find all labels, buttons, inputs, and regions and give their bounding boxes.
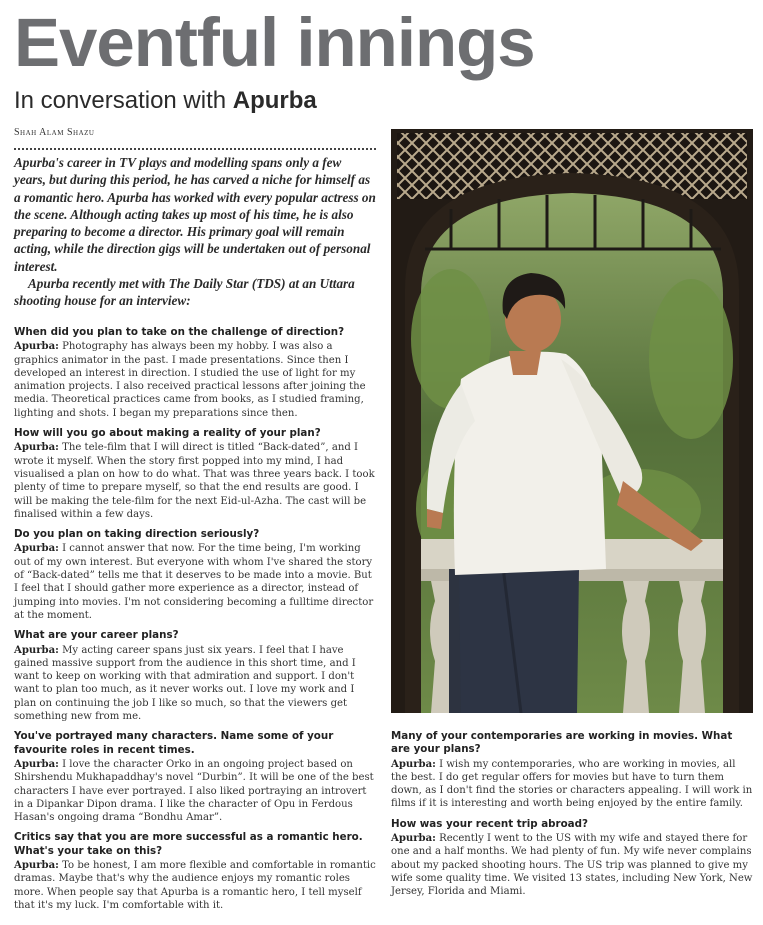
speaker-label: Apurba: xyxy=(14,859,59,871)
answer-text: My acting career spans just six years. I feel that I have gained massive support from the audience in this short time, and I want to keep on working with that admiration and support. I don't want to plan too much, as it never works out. I love my work and I plan on continuing the job I like so much, so that the viewers get something new from me. xyxy=(14,644,356,723)
interview-question: Many of your contemporaries are working in movies. What are your plans? xyxy=(391,730,733,756)
interview-answer xyxy=(391,832,753,898)
interview-answer xyxy=(14,542,378,622)
answer-text: I wish my contemporaries, who are working in movies, all the best. I do get regular offers for movies but have to turn them down, as I don't find the stories or characters appealing. I will work in films if it is interesting and worth being enjoyed by the entire family. xyxy=(391,758,753,810)
interview-qa xyxy=(14,629,378,723)
interview-question: How was your recent trip abroad? xyxy=(391,817,588,830)
interview-qa xyxy=(14,326,378,420)
portrait-illustration xyxy=(391,129,753,713)
left-column xyxy=(14,326,378,919)
right-column xyxy=(391,730,753,906)
interview-question: You've portrayed many characters. Name some of your favourite roles in recent times. xyxy=(14,730,334,756)
interview-answer xyxy=(14,441,378,521)
speaker-label: Apurba: xyxy=(391,833,436,845)
interview-qa xyxy=(391,818,753,899)
interview-qa xyxy=(14,528,378,622)
interview-answer xyxy=(14,859,378,912)
interview-question: Do you plan on taking direction seriously? xyxy=(14,528,260,541)
speaker-label: Apurba: xyxy=(14,644,59,656)
dotted-divider xyxy=(14,148,376,150)
intro-text xyxy=(14,154,376,310)
intro-paragraph: Apurba recently met with The Daily Star (TDS) at an Uttara shooting house for an interview: xyxy=(14,276,355,309)
answer-text: I cannot answer that now. For the time being, I'm working out of my own interest. But everyone with whom I've shared the story of “Back-dated” tells me that it deserves to be made into a movie. But I feel that I should gather more experience as a director, instead of jumping into movies. I'm not considering becoming a fulltime director at the moment. xyxy=(14,543,374,621)
answer-text: Photography has always been my hobby. I was also a graphics animator in the past. I made presentations. Since then I developed an interest in direction. I studied the use of light for my animation projects. I also received practical lessons after joining the media. Theoretical practices came from books, as I studied framing, lighting and shots. I began my preparations since then. xyxy=(14,341,366,419)
interview-qa xyxy=(14,831,378,912)
intro-paragraph: Apurba's career in TV plays and modelling spans only a few years, but during this period, he has carved a niche for himself as a romantic hero. Apurba has worked with every popular actress on the scene. Although acting takes up most of his time, he is also preparing to become a director. His primary goal will remain acting, while the direction gigs will be undertaken out of personal interest. xyxy=(14,155,376,274)
interview-question: When did you plan to take on the challenge of direction? xyxy=(14,326,345,338)
speaker-label: Apurba: xyxy=(391,758,436,770)
interview-answer xyxy=(391,758,753,811)
interview-question: Critics say that you are more successful as a romantic hero. What's your take on this? xyxy=(14,831,363,857)
speaker-label: Apurba: xyxy=(14,543,59,555)
interview-answer xyxy=(14,340,378,420)
interview-question: How will you go about making a reality of your plan? xyxy=(14,427,321,440)
interview-qa xyxy=(14,730,378,824)
interview-question: What are your career plans? xyxy=(14,629,179,642)
portrait-photo xyxy=(391,129,753,713)
answer-text: The tele-film that I will direct is titled “Back-dated”, and I wrote it myself. When the story first popped into my mind, I had visualised a plan on how to do what. That was three years back. I took plenty of time to prepare myself, so that the end results are good. I will be making the tele-film for the next Eid-ul-Azha. The cast will be finalised within a few days. xyxy=(14,442,375,520)
speaker-label: Apurba: xyxy=(14,341,59,353)
interview-answer xyxy=(14,644,378,724)
headline: Eventful innings xyxy=(14,4,535,81)
answer-text: Recently I went to the US with my wife and stayed there for one and a half months. We had plenty of fun. My wife never complains about my packed shooting hours. The US trip was planned to give my wife some quality time. We visited 13 states, including New York, New Jersey, Florida and Miami. xyxy=(391,833,753,898)
subheadline xyxy=(14,86,317,116)
interview-answer xyxy=(14,758,378,824)
speaker-label: Apurba: xyxy=(14,442,59,454)
answer-text: To be honest, I am more flexible and comfortable in romantic dramas. Maybe that's why the audience enjoys my romantic roles more. When people say that Apurba is a romantic hero, I tell myself that it's my luck. I'm comfortable with it. xyxy=(14,859,376,911)
byline: Shah Alam Shazu xyxy=(14,127,95,138)
subhead-name: Apurba xyxy=(232,87,317,114)
interview-qa xyxy=(14,427,378,521)
subhead-prefix: In conversation with xyxy=(14,87,233,114)
interview-qa xyxy=(391,730,753,811)
answer-text: I love the character Orko in an ongoing project based on Shirshendu Mukhapaddhay's novel “Durbin”. It will be one of the best characters I have ever portrayed. I also liked portraying an introvert in a Dipankar Dipon drama. I like the character of Opu in Ferdous Hasan's ongoing drama “Bondhu Amar”. xyxy=(14,758,374,824)
speaker-label: Apurba: xyxy=(14,758,59,770)
